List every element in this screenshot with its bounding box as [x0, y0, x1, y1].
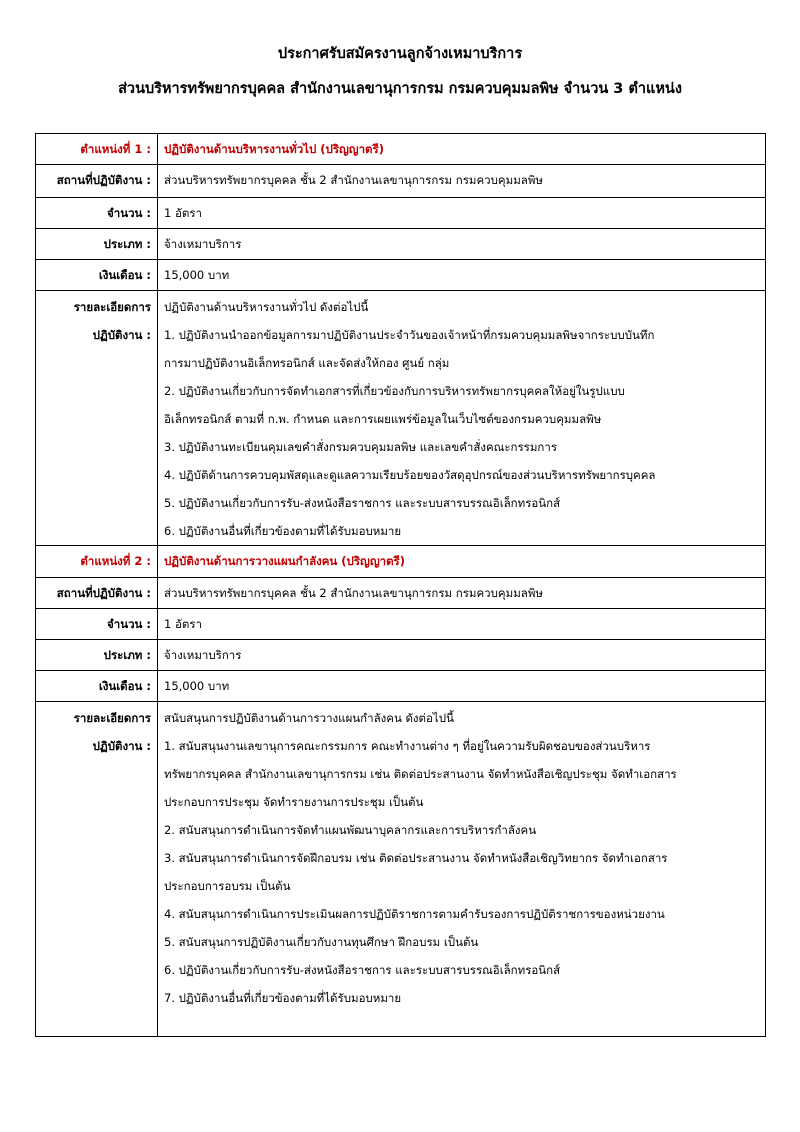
- detail-line: 2. ปฏิบัติงานเกี่ยวกับการจัดทำเอกสารที่เกี่ยวข้องกับการบริหารทรัพยากรบุคคลให้อยู่ในรูปแบบ: [164, 384, 625, 398]
- detail-line: อิเล็กทรอนิกส์ ตามที่ ก.พ. กำหนด และการเผยแพร่ข้อมูลในเว็บไซต์ของกรมควบคุมมลพิษ: [164, 412, 602, 426]
- salary-value: 15,000 บาท: [158, 671, 766, 702]
- document-title: ประกาศรับสมัครงานลูกจ้างเหมาบริการ: [277, 46, 523, 62]
- count-value: 1 อัตรา: [158, 198, 766, 229]
- count-value: 1 อัตรา: [158, 609, 766, 640]
- count-label: จำนวน :: [107, 617, 151, 631]
- position-title: ปฏิบัติงานด้านการวางแผนกำลังคน (ปริญญาตรี): [158, 546, 766, 578]
- detail-line: 5. สนับสนุนการปฏิบัติงานเกี่ยวกับงานทุนศึกษา ฝึกอบรม เป็นต้น: [164, 935, 479, 949]
- salary-label: เงินเดือน :: [98, 268, 151, 282]
- position-label: ตำแหน่งที่ 1 :: [80, 142, 151, 156]
- detail-line: 3. สนับสนุนการดำเนินการจัดฝึกอบรม เช่น ติดต่อประสานงาน จัดทำหนังสือเชิญวิทยากร จัดทำเอกสาร: [164, 851, 668, 865]
- type-value: จ้างเหมาบริการ: [158, 229, 766, 260]
- detail-line: ประกอบการประชุม จัดทำรายงานการประชุม เป็นต้น: [164, 795, 424, 809]
- type-row: [36, 640, 766, 671]
- workplace-row: [36, 578, 766, 609]
- salary-value: 15,000 บาท: [158, 260, 766, 291]
- salary-row: [36, 671, 766, 702]
- workplace-value: ส่วนบริหารทรัพยากรบุคคล ชั้น 2 สำนักงานเลขานุการกรม กรมควบคุมมลพิษ: [158, 165, 766, 198]
- detail-line: ปฏิบัติงานด้านบริหารงานทั่วไป ดังต่อไปนี้: [164, 300, 369, 314]
- details-label-line2: ปฏิบัติงาน :: [92, 328, 151, 342]
- salary-label: เงินเดือน :: [98, 679, 151, 693]
- count-label: จำนวน :: [107, 206, 151, 220]
- details-label-line1: รายละเอียดการ: [73, 300, 151, 314]
- salary-row: [36, 260, 766, 291]
- position-label: ตำแหน่งที่ 2 :: [80, 554, 151, 568]
- positions-table: [35, 133, 766, 1037]
- type-label: ประเภท :: [103, 648, 151, 662]
- detail-line: 1. ปฏิบัติงานนำออกข้อมูลการมาปฏิบัติงานประจำวันของเจ้าหน้าที่กรมควบคุมมลพิษจากระบบบันทึก: [164, 328, 655, 342]
- detail-line: 3. ปฏิบัติงานทะเบียนคุมเลขคำสั่งกรมควบคุมมลพิษ และเลขคำสั่งคณะกรรมการ: [164, 440, 558, 454]
- workplace-label: สถานที่ปฏิบัติงาน :: [56, 173, 151, 187]
- position-title: ปฏิบัติงานด้านบริหารงานทั่วไป (ปริญญาตรี): [158, 134, 766, 165]
- detail-line: 6. ปฏิบัติงานเกี่ยวกับการรับ-ส่งหนังสือราชการ และระบบสารบรรณอิเล็กทรอนิกส์: [164, 963, 561, 977]
- type-label: ประเภท :: [103, 237, 151, 251]
- detail-line: 4. สนับสนุนการดำเนินการประเมินผลการปฏิบัติราชการตามคำรับรองการปฏิบัติราชการของหน่วยงาน: [164, 907, 665, 921]
- details-row: [36, 702, 766, 1037]
- type-value: จ้างเหมาบริการ: [158, 640, 766, 671]
- position-header-row: [36, 134, 766, 165]
- type-row: [36, 229, 766, 260]
- detail-line: 7. ปฏิบัติงานอื่นที่เกี่ยวข้องตามที่ได้รับมอบหมาย: [164, 991, 402, 1005]
- count-row: [36, 198, 766, 229]
- detail-line: 5. ปฏิบัติงานเกี่ยวกับการรับ-ส่งหนังสือราชการ และระบบสารบรรณอิเล็กทรอนิกส์: [164, 496, 561, 510]
- details-row: [36, 291, 766, 546]
- details-label-line2: ปฏิบัติงาน :: [92, 739, 151, 753]
- detail-line: การมาปฏิบัติงานอิเล็กทรอนิกส์ และจัดส่งให้กอง ศูนย์ กลุ่ม: [164, 356, 450, 370]
- count-row: [36, 609, 766, 640]
- detail-line: 4. ปฏิบัติด้านการควบคุมพัสดุและดูแลความเรียบร้อยของวัสดุอุปกรณ์ของส่วนบริหารทรัพยากรบุคคล: [164, 468, 656, 482]
- detail-line: ทรัพยากรบุคคล สำนักงานเลขานุการกรม เช่น ติดต่อประสานงาน จัดทำหนังสือเชิญประชุม จัดทำเอกสาร: [164, 767, 677, 781]
- workplace-label: สถานที่ปฏิบัติงาน :: [56, 586, 151, 600]
- detail-line: สนับสนุนการปฏิบัติงานด้านการวางแผนกำลังคน ดังต่อไปนี้: [164, 711, 454, 725]
- detail-line: ประกอบการอบรม เป็นต้น: [164, 879, 291, 893]
- detail-line: 1. สนับสนุนงานเลขานุการคณะกรรมการ คณะทำงานต่าง ๆ ที่อยู่ในความรับผิดชอบของส่วนบริหาร: [164, 739, 651, 753]
- workplace-row: [36, 165, 766, 198]
- details-list: [158, 702, 766, 1037]
- detail-line: 6. ปฏิบัติงานอื่นที่เกี่ยวข้องตามที่ได้รับมอบหมาย: [164, 524, 402, 538]
- document-subtitle: ส่วนบริหารทรัพยากรบุคคล สำนักงานเลขานุการกรม กรมควบคุมมลพิษ จำนวน 3 ตำแหน่ง: [118, 81, 682, 97]
- position-header-row: [36, 546, 766, 578]
- detail-line: 2. สนับสนุนการดำเนินการจัดทำแผนพัฒนาบุคลากรและการบริหารกำลังคน: [164, 823, 537, 837]
- details-label-line1: รายละเอียดการ: [73, 711, 151, 725]
- details-list: [158, 291, 766, 546]
- workplace-value: ส่วนบริหารทรัพยากรบุคคล ชั้น 2 สำนักงานเลขานุการกรม กรมควบคุมมลพิษ: [158, 578, 766, 609]
